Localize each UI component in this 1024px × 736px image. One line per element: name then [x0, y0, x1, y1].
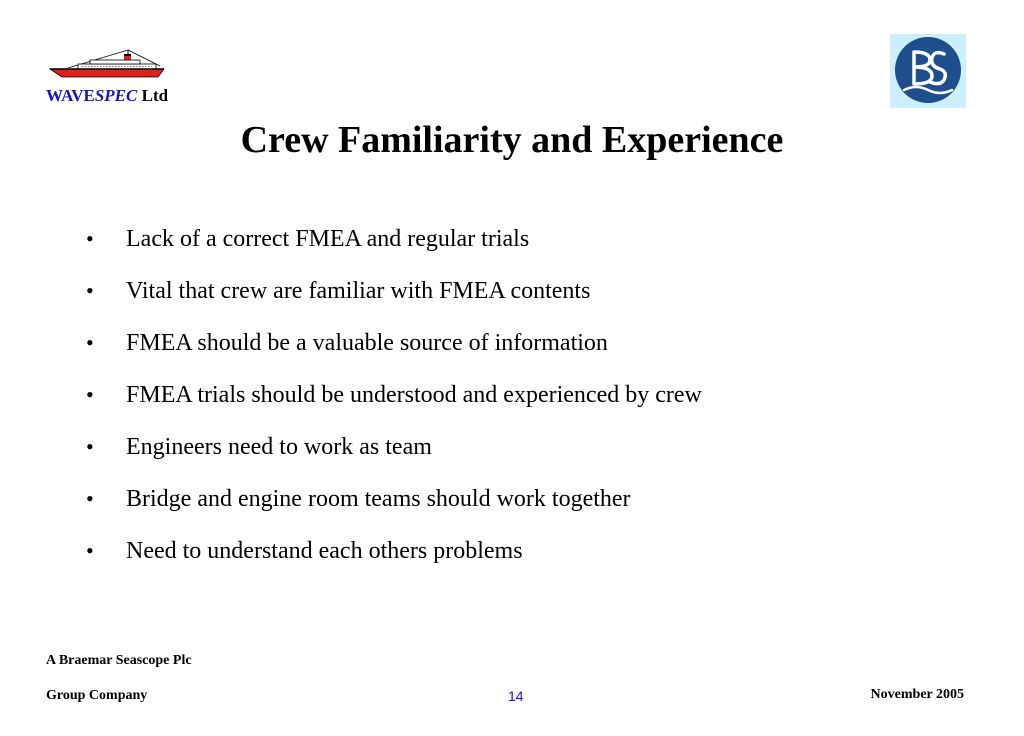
footer-company-line2: Group Company [46, 688, 148, 703]
slide-title: Crew Familiarity and Experience [240, 119, 784, 161]
bullet-item [86, 274, 702, 326]
bullet-text: FMEA should be a valuable source of information [126, 330, 608, 356]
footer-company [46, 652, 192, 705]
bullet-list [86, 222, 702, 586]
bullet-marker: • [86, 434, 94, 459]
bullet-marker: • [86, 382, 94, 407]
bullet-text: Lack of a correct FMEA and regular trials [126, 226, 530, 252]
brand-wave: WAVE [46, 86, 95, 105]
bullet-item [86, 326, 702, 378]
brand-ltd: Ltd [137, 86, 169, 105]
bullet-marker: • [86, 538, 94, 563]
page-number: 14 [508, 688, 524, 704]
bullet-text: Engineers need to work as team [126, 434, 432, 460]
brand-spec: SPEC [94, 86, 138, 105]
bullet-text: Need to understand each others problems [126, 538, 523, 564]
bullet-text: Vital that crew are familiar with FMEA contents [126, 278, 591, 304]
footer-company-line1: A Braemar Seascope Plc [46, 653, 192, 668]
bullet-item [86, 378, 702, 430]
company-brand [46, 86, 168, 106]
bullet-marker: • [86, 226, 94, 251]
bullet-marker: • [86, 330, 94, 355]
bullet-marker: • [86, 486, 94, 511]
footer-date: November 2005 [870, 687, 964, 702]
bullet-text: FMEA trials should be understood and experienced by crew [126, 382, 702, 408]
bullet-item [86, 222, 702, 274]
bullet-item [86, 482, 702, 534]
ship-icon [48, 46, 166, 82]
bullet-item [86, 430, 702, 482]
bullet-marker: • [86, 278, 94, 303]
bs-monogram-logo [890, 34, 966, 108]
bullet-text: Bridge and engine room teams should work together [126, 486, 631, 512]
bullet-item [86, 534, 702, 586]
